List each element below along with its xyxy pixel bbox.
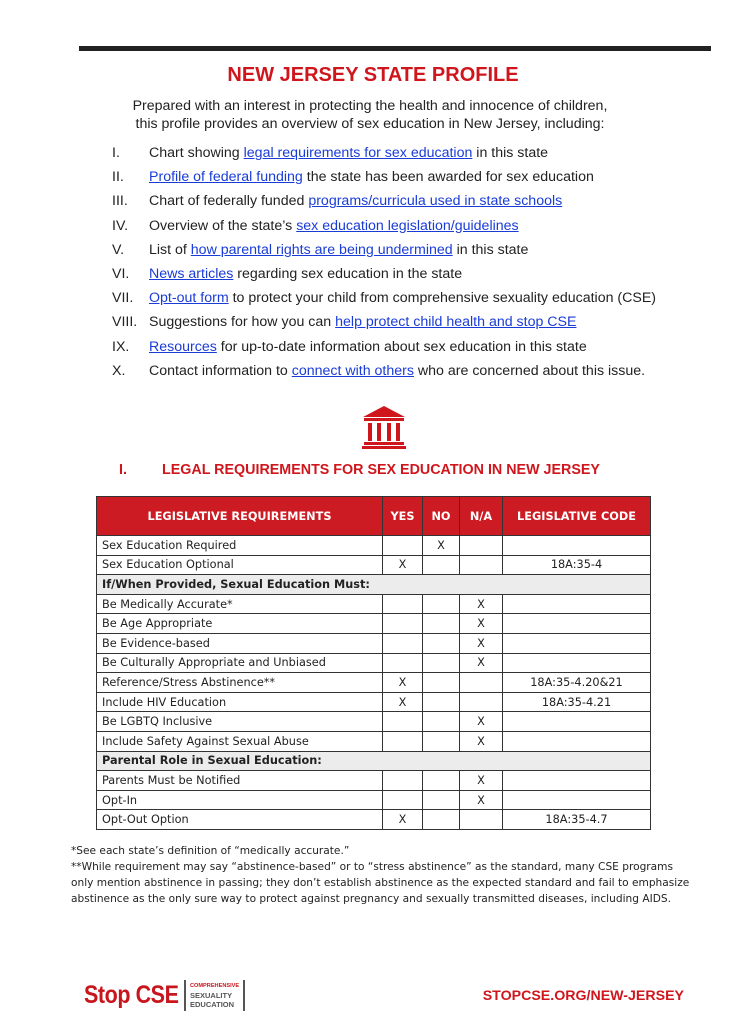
cell-yes — [383, 536, 423, 556]
table-section-row — [97, 751, 651, 771]
cell-label: Opt-Out Option — [97, 810, 383, 830]
toc-text: the state has been awarded for sex education — [302, 169, 594, 186]
toc-text: regarding sex education in the state — [233, 265, 463, 282]
table-row — [97, 692, 651, 712]
toc-text: in this state — [472, 145, 549, 161]
top-rule — [79, 46, 711, 51]
toc-number: VII. — [112, 290, 134, 307]
table-row — [97, 810, 651, 830]
toc-link[interactable]: sex education legislation/guidelines — [296, 217, 519, 234]
cell-na: X — [460, 771, 503, 791]
section-heading — [119, 462, 600, 478]
cell-no — [423, 810, 460, 830]
intro-text — [60, 97, 680, 133]
cell-na: X — [460, 790, 503, 810]
logo-line-3: EDUCATION — [190, 999, 235, 1009]
footnotes — [71, 843, 691, 907]
cell-no — [423, 594, 460, 614]
toc-item — [112, 338, 712, 362]
toc-link[interactable]: News articles — [149, 265, 234, 282]
cell-no — [423, 555, 460, 575]
footnote-line: **While requirement may say “abstinence-based” or to “stress abstinence” as the standard, many CSE programs — [71, 861, 673, 873]
table-row — [97, 614, 651, 634]
footnote-line: abstinence as the only sure way to protect against pregnancy and sexually transmitted diseases, including AIDS. — [71, 893, 671, 905]
building-columns-icon — [361, 404, 407, 450]
stop-cse-logo — [84, 978, 245, 1012]
cell-code — [503, 731, 651, 751]
cell-na: X — [460, 614, 503, 634]
table-of-contents — [112, 144, 712, 386]
toc-text: who are concerned about this issue. — [413, 362, 646, 379]
cell-code — [503, 653, 651, 673]
cell-code: 18A:35-4.21 — [503, 692, 651, 712]
cell-label: Include HIV Education — [97, 692, 383, 712]
table-row — [97, 790, 651, 810]
toc-item — [112, 265, 712, 289]
cell-yes — [383, 614, 423, 634]
cell-code: 18A:35-4.7 — [503, 810, 651, 830]
toc-item — [112, 313, 712, 337]
section-number: I. — [119, 462, 127, 478]
toc-number: I. — [112, 145, 120, 161]
cell-yes — [383, 731, 423, 751]
cell-code — [503, 536, 651, 556]
cell-label: Reference/Stress Abstinence** — [97, 673, 383, 693]
toc-text: List of — [149, 241, 191, 258]
cell-yes — [383, 712, 423, 732]
logo-line-1: COMPREHENSIVE — [190, 982, 240, 989]
cell-na: X — [460, 712, 503, 732]
logo-wordmark: Stop CSE — [84, 980, 179, 1009]
toc-link[interactable]: Profile of federal funding — [149, 169, 303, 186]
toc-link[interactable]: Opt-out form — [149, 290, 229, 307]
cell-na — [460, 810, 503, 830]
toc-link[interactable]: connect with others — [291, 362, 414, 379]
cell-no: X — [423, 536, 460, 556]
footer-url[interactable]: STOPCSE.ORG/NEW-JERSEY — [482, 988, 684, 1004]
intro-line-1: Prepared with an interest in protecting the health and innocence of children, — [132, 98, 608, 114]
cell-yes: X — [383, 555, 423, 575]
toc-number: IV. — [112, 217, 129, 234]
cell-yes — [383, 790, 423, 810]
toc-item — [112, 168, 712, 192]
footnote-line: only mention abstinence in passing; they don’t establish abstinence as the expected standard and fail to emphasize — [71, 877, 690, 889]
cell-label: Sex Education Required — [97, 536, 383, 556]
cell-yes: X — [383, 673, 423, 693]
cell-no — [423, 614, 460, 634]
toc-text: Chart showing — [149, 145, 244, 161]
toc-item — [112, 289, 712, 313]
toc-link[interactable]: legal requirements for sex education — [243, 145, 473, 161]
toc-link[interactable]: help protect child health and stop CSE — [335, 314, 577, 331]
table-row — [97, 771, 651, 791]
cell-na: X — [460, 594, 503, 614]
toc-number: III. — [112, 193, 128, 210]
toc-text: in this state — [452, 241, 529, 258]
cell-label: Be Evidence-based — [97, 633, 383, 653]
table-row — [97, 594, 651, 614]
cell-no — [423, 673, 460, 693]
toc-text: for up-to-date information about sex education in this state — [216, 338, 587, 355]
table-row — [97, 555, 651, 575]
section-label: If/When Provided, Sexual Education Must: — [97, 575, 651, 595]
cell-no — [423, 653, 460, 673]
cell-no — [423, 790, 460, 810]
toc-text: to protect your child from comprehensive sexuality education (CSE) — [228, 290, 657, 307]
toc-link[interactable]: how parental rights are being undermined — [190, 241, 453, 258]
cell-na: X — [460, 731, 503, 751]
table-row — [97, 633, 651, 653]
logo-line-2: SEXUALITY — [190, 990, 233, 1000]
toc-text: Suggestions for how you can — [149, 314, 336, 331]
section-title: LEGAL REQUIREMENTS FOR SEX EDUCATION IN NEW JERSEY — [162, 462, 600, 478]
cell-na — [460, 555, 503, 575]
cell-code — [503, 771, 651, 791]
cell-label: Include Safety Against Sexual Abuse — [97, 731, 383, 751]
table-row — [97, 673, 651, 693]
cell-yes — [383, 633, 423, 653]
cell-na — [460, 673, 503, 693]
cell-code — [503, 712, 651, 732]
table-row — [97, 536, 651, 556]
cell-code — [503, 633, 651, 653]
toc-number: X. — [112, 362, 126, 379]
toc-link[interactable]: programs/curricula used in state schools — [308, 193, 563, 210]
cell-label: Be Culturally Appropriate and Unbiased — [97, 653, 383, 673]
cell-no — [423, 692, 460, 712]
table-section-row — [97, 575, 651, 595]
cell-yes — [383, 771, 423, 791]
toc-text: Overview of the state’s — [149, 217, 297, 234]
header-yes: YES — [383, 497, 423, 536]
header-na: N/A — [460, 497, 503, 536]
intro-line-2: this profile provides an overview of sex education in New Jersey, including: — [135, 116, 605, 132]
page-title: NEW JERSEY STATE PROFILE — [227, 64, 519, 86]
cell-yes — [383, 653, 423, 673]
toc-number: VI. — [112, 265, 130, 282]
logo-bracket — [184, 980, 245, 1011]
cell-code — [503, 594, 651, 614]
cell-na — [460, 536, 503, 556]
table-header-row — [97, 497, 651, 536]
cell-yes: X — [383, 810, 423, 830]
header-code: LEGISLATIVE CODE — [503, 497, 651, 536]
cell-code — [503, 614, 651, 634]
footnote-line: *See each state’s definition of “medically accurate.” — [71, 845, 350, 857]
cell-no — [423, 731, 460, 751]
cell-na — [460, 692, 503, 712]
cell-no — [423, 712, 460, 732]
cell-no — [423, 633, 460, 653]
toc-number: IX. — [112, 338, 130, 355]
toc-number: VIII. — [112, 314, 138, 331]
legal-requirements-table — [96, 496, 651, 830]
cell-yes — [383, 594, 423, 614]
cell-label: Be Age Appropriate — [97, 614, 383, 634]
toc-text: Chart of federally funded — [149, 193, 309, 210]
cell-code: 18A:35-4 — [503, 555, 651, 575]
cell-no — [423, 771, 460, 791]
cell-code — [503, 790, 651, 810]
toc-link[interactable]: Resources — [149, 338, 217, 355]
toc-number: II. — [112, 169, 124, 186]
section-label: Parental Role in Sexual Education: — [97, 751, 651, 771]
toc-item — [112, 192, 712, 216]
toc-item — [112, 144, 712, 168]
header-no: NO — [423, 497, 460, 536]
cell-label: Opt-In — [97, 790, 383, 810]
table-row — [97, 712, 651, 732]
cell-label: Parents Must be Notified — [97, 771, 383, 791]
cell-na: X — [460, 653, 503, 673]
cell-code: 18A:35-4.20&21 — [503, 673, 651, 693]
cell-label: Be Medically Accurate* — [97, 594, 383, 614]
cell-label: Be LGBTQ Inclusive — [97, 712, 383, 732]
toc-number: V. — [112, 241, 125, 258]
table-row — [97, 653, 651, 673]
toc-item — [112, 362, 712, 386]
toc-item — [112, 217, 712, 241]
cell-yes: X — [383, 692, 423, 712]
toc-text: Contact information to — [149, 362, 292, 379]
header-requirements: LEGISLATIVE REQUIREMENTS — [97, 497, 383, 536]
cell-label: Sex Education Optional — [97, 555, 383, 575]
cell-na: X — [460, 633, 503, 653]
table-row — [97, 731, 651, 751]
toc-item — [112, 241, 712, 265]
